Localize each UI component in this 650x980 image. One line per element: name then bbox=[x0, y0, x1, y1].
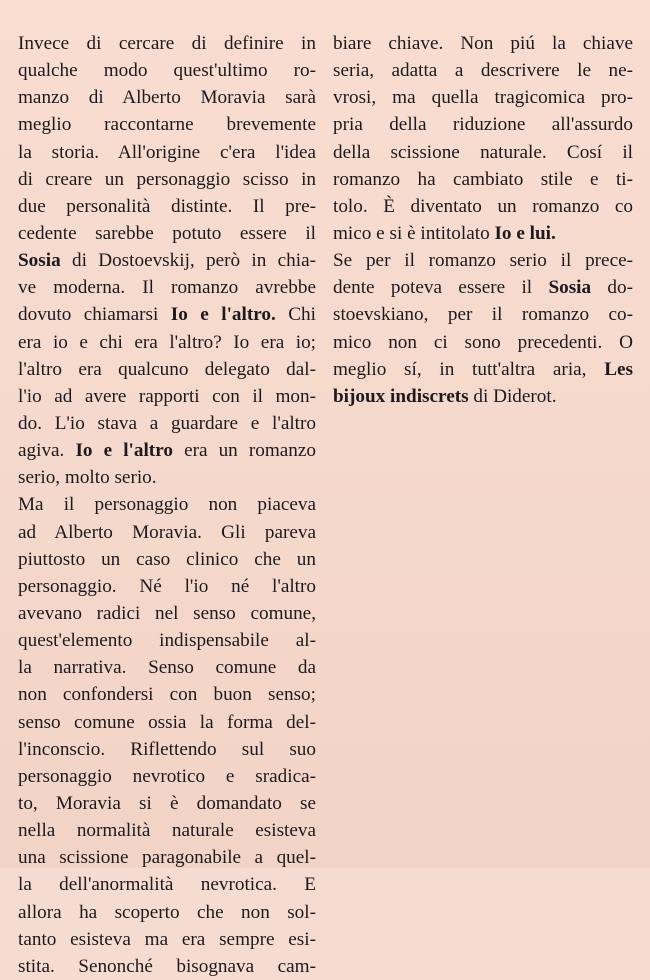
left-column-text-line bbox=[18, 464, 316, 491]
left-column-text-line bbox=[18, 709, 316, 736]
left-column-text-line bbox=[18, 166, 316, 193]
text-run: avevano radici nel senso comune, bbox=[18, 602, 316, 624]
left-column-text-line bbox=[18, 546, 316, 573]
left-column-text-line bbox=[18, 220, 316, 247]
right-column-text-line bbox=[333, 356, 633, 383]
right-column-text-line bbox=[333, 301, 633, 328]
text-run: quest'elemento indispensabile al- bbox=[18, 630, 316, 652]
left-column-text-line bbox=[18, 329, 316, 356]
right-column-text-line bbox=[333, 329, 633, 356]
text-run: agiva. bbox=[18, 440, 76, 462]
left-column-text-line bbox=[18, 600, 316, 627]
bold-title-text: Sosia bbox=[548, 277, 592, 299]
text-run: la narrativa. Senso comune da bbox=[18, 657, 316, 679]
text-run: Ma il personaggio non piaceva bbox=[18, 494, 316, 516]
text-run: senso comune ossia la forma del- bbox=[18, 711, 316, 733]
text-run: do- bbox=[591, 277, 634, 299]
right-column-text-line bbox=[333, 193, 633, 220]
left-column-text-line bbox=[18, 383, 316, 410]
bold-title-text: bijoux indiscrets bbox=[333, 385, 469, 407]
left-column-text-line bbox=[18, 274, 316, 301]
text-run: seria, adatta a descrivere le ne- bbox=[333, 60, 633, 82]
left-column-text-line bbox=[18, 681, 316, 708]
bold-title-text: Io e lui. bbox=[494, 222, 556, 244]
text-run: meglio sí, in tutt'altra aria, bbox=[333, 358, 605, 380]
left-column-text-line bbox=[18, 573, 316, 600]
text-run: l'io ad avere rapporti con il mon- bbox=[18, 385, 316, 407]
text-run: Chi bbox=[275, 304, 316, 326]
bold-title-text: Sosia bbox=[18, 250, 61, 272]
right-column-text-line bbox=[333, 166, 633, 193]
left-column-text-line bbox=[18, 84, 316, 111]
text-run: personaggio. Né l'io né l'altro bbox=[18, 575, 316, 597]
text-run: mico e si è intitolato bbox=[333, 222, 495, 244]
text-run: ad Alberto Moravia. Gli pareva bbox=[18, 521, 316, 543]
text-run: personaggio nevrotico e sradica- bbox=[18, 765, 316, 787]
left-column-text-line bbox=[18, 111, 316, 138]
right-column-text-line bbox=[333, 57, 633, 84]
left-column-text-line bbox=[18, 491, 316, 518]
text-run: dente poteva essere il bbox=[333, 277, 549, 299]
text-run: romanzo ha cambiato stile e ti- bbox=[333, 168, 633, 190]
bold-title-text: Io e l'altro bbox=[75, 440, 173, 462]
text-run: piuttosto un caso clinico che un bbox=[18, 548, 316, 570]
left-column-text-line bbox=[18, 844, 316, 871]
text-run: una scissione paragonabile a quel- bbox=[18, 847, 316, 869]
right-column-text-line bbox=[333, 247, 633, 274]
text-run: stoevskiano, per il romanzo co- bbox=[333, 304, 633, 326]
text-run: non confondersi con buon senso; bbox=[18, 684, 316, 706]
bold-title-text: Io e l'altro. bbox=[170, 304, 276, 326]
text-run: pria della riduzione all'assurdo bbox=[333, 114, 633, 136]
text-run: ve moderna. Il romanzo avrebbe bbox=[18, 277, 316, 299]
left-column-text-line bbox=[18, 871, 316, 898]
left-column-text-line bbox=[18, 410, 316, 437]
left-column-text-line bbox=[18, 926, 316, 953]
text-run: dovuto chiamarsi bbox=[18, 304, 171, 326]
text-run: tanto esisteva ma era sempre esi- bbox=[18, 928, 316, 950]
text-run: l'inconscio. Riflettendo sul suo bbox=[18, 738, 316, 760]
right-column-text-line bbox=[333, 274, 633, 301]
right-column-text-line bbox=[333, 139, 633, 166]
text-run: mico non ci sono precedenti. O bbox=[333, 331, 633, 353]
text-run: serio, molto serio. bbox=[18, 467, 157, 489]
left-column-text-line bbox=[18, 953, 316, 980]
text-run: cedente sarebbe potuto essere il bbox=[18, 222, 316, 244]
left-column-text-line bbox=[18, 899, 316, 926]
left-column-text-line bbox=[18, 736, 316, 763]
left-column-text-line bbox=[18, 817, 316, 844]
text-run: la dell'anormalità nevrotica. E bbox=[18, 874, 316, 896]
text-run: qualche modo quest'ultimo ro- bbox=[18, 60, 316, 82]
text-run: l'altro era qualcuno delegato dal- bbox=[18, 358, 316, 380]
text-run: tolo. È diventato un romanzo co bbox=[333, 195, 633, 217]
left-column-text-line bbox=[18, 790, 316, 817]
left-column-text-line bbox=[18, 139, 316, 166]
right-column-text-line bbox=[333, 111, 633, 138]
left-column-text-line bbox=[18, 57, 316, 84]
left-column-text-line bbox=[18, 356, 316, 383]
text-run: Se per il romanzo serio il prece- bbox=[333, 250, 633, 272]
text-run: Invece di cercare di definire in bbox=[18, 33, 316, 54]
text-run: la storia. All'origine c'era l'idea bbox=[18, 141, 316, 163]
text-run: era un romanzo bbox=[172, 440, 316, 462]
right-column-text-line bbox=[333, 30, 633, 57]
left-column-text-line bbox=[18, 193, 316, 220]
text-run: nella normalità naturale esisteva bbox=[18, 820, 316, 842]
text-run: to, Moravia si è domandato se bbox=[18, 792, 316, 814]
right-text-column bbox=[333, 30, 633, 410]
text-run: due personalità distinte. Il pre- bbox=[18, 195, 316, 217]
left-column-text-line bbox=[18, 301, 316, 328]
left-column-text-line bbox=[18, 247, 316, 274]
bold-title-text: Les bbox=[604, 358, 633, 380]
text-run: era io e chi era l'altro? Io era io; bbox=[18, 331, 316, 353]
right-column-text-line bbox=[333, 220, 633, 247]
text-run: allora ha scoperto che non sol- bbox=[18, 901, 316, 923]
text-run: meglio raccontarne brevemente bbox=[18, 114, 316, 136]
left-column-text-line bbox=[18, 519, 316, 546]
text-run: stita. Senonché bisognava cam- bbox=[18, 955, 316, 977]
left-column-text-line bbox=[18, 437, 316, 464]
left-column-text-line bbox=[18, 30, 316, 57]
text-run: di Diderot. bbox=[468, 385, 557, 407]
text-run: della scissione naturale. Cosí il bbox=[333, 141, 633, 163]
left-column-text-line bbox=[18, 763, 316, 790]
left-column-text-line bbox=[18, 627, 316, 654]
text-run: do. L'io stava a guardare e l'altro bbox=[18, 412, 316, 434]
left-text-column bbox=[18, 30, 316, 980]
text-run: vrosi, ma quella tragicomica pro- bbox=[333, 87, 633, 109]
right-column-text-line bbox=[333, 84, 633, 111]
text-run: di creare un personaggio scisso in bbox=[18, 168, 316, 190]
left-column-text-line bbox=[18, 654, 316, 681]
right-column-text-line bbox=[333, 383, 633, 410]
text-run: manzo di Alberto Moravia sarà bbox=[18, 87, 316, 109]
text-run: biare chiave. Non piú la chiave bbox=[333, 33, 633, 54]
text-run: di Dostoevskij, però in chia- bbox=[60, 250, 316, 272]
